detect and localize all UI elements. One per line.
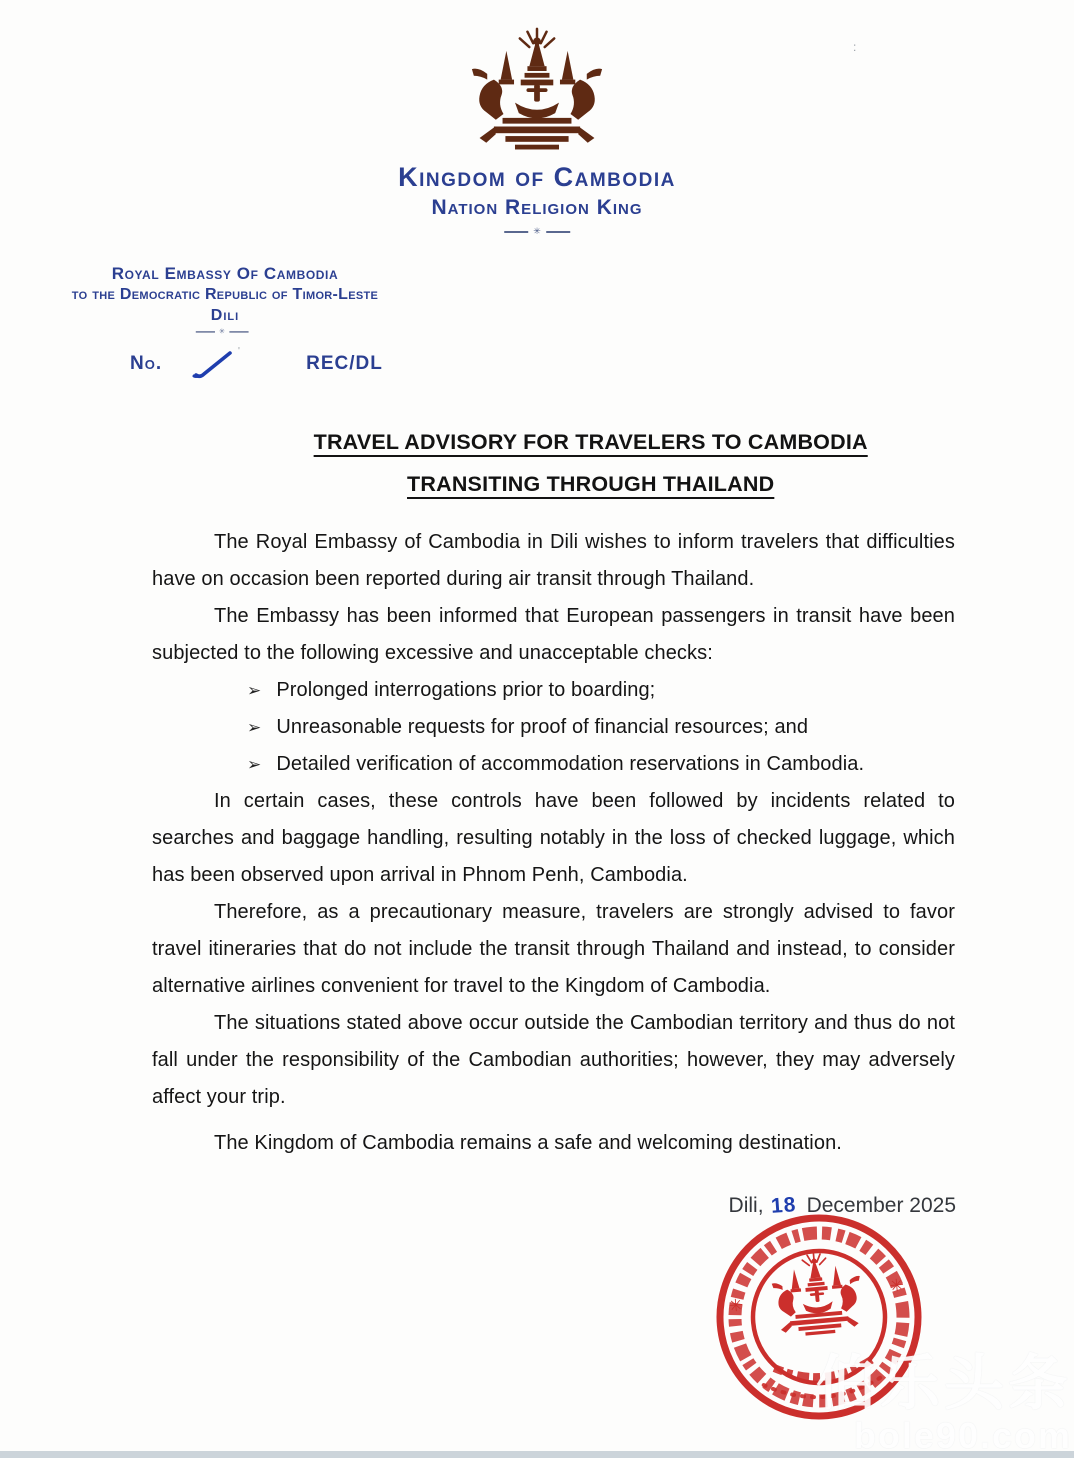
dateline-rest: December 2025: [806, 1194, 956, 1217]
embassy-ornament-divider: [196, 328, 248, 335]
arrow-bullet-icon: ➢: [247, 681, 262, 700]
advisory-title: [241, 430, 941, 497]
bullet-text: Prolonged interrogations prior to boarding;: [276, 679, 656, 701]
national-motto: Nation Religion King: [431, 196, 643, 219]
motto-ornament-divider: [504, 227, 570, 236]
paragraph: The situations stated above occur outside the Cambodian territory and thus do not fall under the responsibility of the Cambodian authorities; however, they may adversely affect your trip.: [152, 1012, 955, 1108]
seal-star-icon: ✳: [888, 1275, 905, 1297]
embassy-country: to the Democratic Republic of Timor-Leste: [71, 286, 379, 303]
dateline-city: Dili,: [728, 1194, 764, 1217]
letter-body: [152, 524, 955, 1162]
reference-number-line: [130, 349, 383, 379]
no-label: No.: [130, 353, 163, 374]
paragraph: Therefore, as a precautionary measure, travelers are strongly advised to favor travel itineraries that do not include the transit through Thailand and instead, to consider alternative airlines convenient for travel to the Kingdom of Cambodia.: [152, 901, 955, 997]
title-line-1: TRAVEL ADVISORY FOR TRAVELERS TO CAMBODIA: [313, 430, 868, 454]
list-item: [247, 672, 955, 709]
arrow-bullet-icon: ➢: [247, 718, 262, 737]
watermark-url-text: bole90.com: [853, 1415, 1072, 1456]
watermark-cjk-text: 伯乐头条: [816, 1350, 1072, 1417]
paragraph: The Embassy has been informed that European passengers in transit have been subjected to the following excessive and unacceptable checks:: [152, 605, 955, 664]
paragraph: In certain cases, these controls have been followed by incidents related to searches and baggage handling, resulting notably in the loss of checked luggage, which has been observed upon arrival in Phnom Penh, Cambodia.: [152, 790, 955, 886]
embassy-name: Royal Embassy Of Cambodia: [111, 264, 339, 283]
ornament-star-icon: ✳: [218, 327, 226, 336]
rec-dl-label: REC/DL: [306, 353, 383, 374]
list-item: [247, 709, 955, 746]
embassy-city: Dili: [210, 307, 240, 324]
checks-bullet-list: [152, 672, 955, 783]
site-watermark: [816, 1350, 1072, 1456]
arrow-bullet-icon: ➢: [247, 755, 262, 774]
seal-star-icon: ✳: [727, 1295, 744, 1317]
bullet-text: Detailed verification of accommodation reservations in Cambodia.: [276, 753, 865, 775]
list-item: [247, 746, 955, 783]
kingdom-title: Kingdom of Cambodia: [398, 162, 676, 192]
closing-paragraph: The Kingdom of Cambodia remains a safe and welcoming destination.: [214, 1132, 842, 1154]
scan-speck: :: [853, 40, 857, 54]
embassy-block: [10, 263, 440, 326]
scan-speck: ': [238, 346, 240, 357]
title-line-2: TRANSITING THROUGH THAILAND: [407, 472, 775, 496]
paragraph: The Royal Embassy of Cambodia in Dili wishes to inform travelers that difficulties have on occasion been reported during air transit through Thailand.: [152, 531, 955, 590]
royal-arms-emblem: [459, 26, 615, 160]
handwritten-day: 18: [770, 1193, 798, 1218]
ornament-star-icon: ✳: [533, 226, 541, 236]
bullet-text: Unreasonable requests for proof of financial resources; and: [276, 716, 809, 738]
handwritten-tick-icon: [190, 349, 262, 379]
